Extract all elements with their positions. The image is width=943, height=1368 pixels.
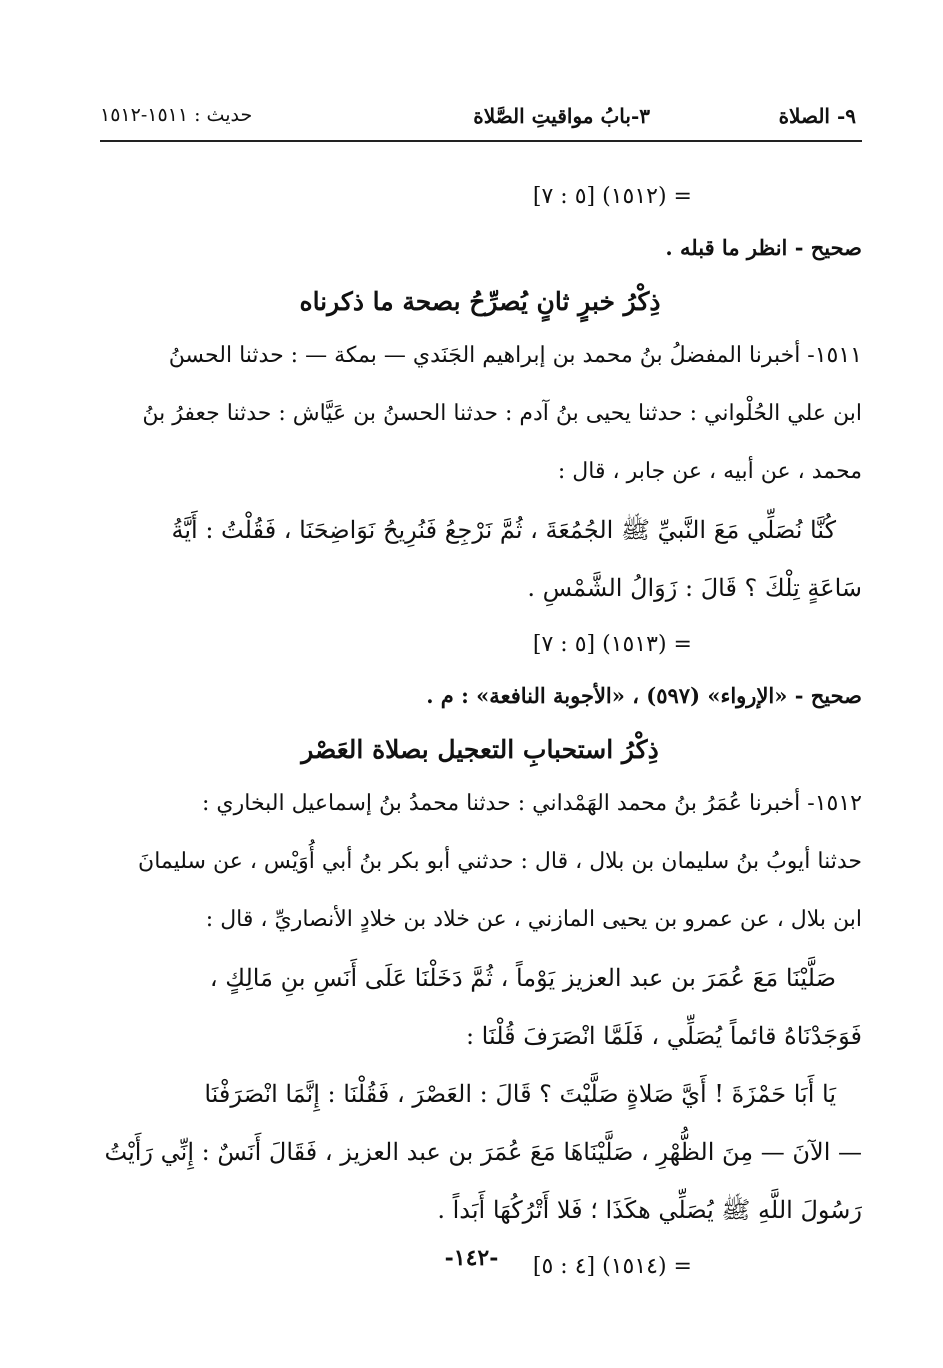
hadith-grade: صحيح - «الإرواء» (٥٩٧) ، «الأجوبة النافعة» : م . [426, 683, 862, 708]
matn-line: صَلَّيْنَا مَعَ عُمَرَ بن عبد العزيز يَوْماً ، ثُمَّ دَخَلْنَا عَلَى أَنَسِ بنِ مَالِكٍ ، [209, 964, 836, 992]
header-rule [100, 140, 862, 142]
matn-line: — الآنَ — مِنَ الظُّهْرِ ، صَلَّيْنَاهَا مَعَ عُمَرَ بن عبد العزيز ، فَقَالَ أَنَسٌ : إِنِّي رَأَيْتُ [104, 1138, 862, 1166]
cross-reference: = (١٥١٣) [٥ : ٧] [532, 632, 692, 657]
isnad-line: ١٥١١- أخبرنا المفضلُ بنُ محمد بن إبراهيم الجَنَدي — بمكة — : حدثنا الحسنُ [168, 343, 862, 368]
matn-line: كُنَّا نُصَلِّي مَعَ النَّبيِّ ﷺ الجُمُعَةَ ، ثُمَّ نَرْجِعُ فَنُرِيحُ نَوَاضِحَنَا ، فَقُلْتُ : أَيَّةُ [171, 516, 836, 544]
matn-line: رَسُولَ اللَّهِ ﷺ يُصَلِّي هكَذَا ؛ فَلا أَتْرُكُهَا أَبَداً . [437, 1196, 862, 1224]
isnad-line: محمد ، عن أبيه ، عن جابر ، قال : [557, 459, 862, 484]
header-chapter: ٩- الصلاة [778, 104, 856, 128]
section-heading: ذِكْرُ استحبابِ التعجيل بصلاة العَصْر [301, 735, 659, 764]
cross-reference: = (١٥١٤) [٤ : ٥] [532, 1254, 692, 1279]
isnad-line: ابن بلال ، عن عمرو بن يحيى المازني ، عن خلاد بن خلادٍ الأنصاريِّ ، قال : [205, 907, 862, 932]
isnad-line: ١٥١٢- أخبرنا عُمَرُ بنُ محمد الهَمْداني : حدثنا محمدُ بنُ إسماعيل البخاري : [202, 791, 862, 816]
header-hadith-range: حديث : ١٥١١-١٥١٢ [100, 104, 253, 126]
isnad-line: حدثنا أيوبُ بنُ سليمان بن بلال ، قال : حدثني أبو بكر بنُ أبي أُوَيْس ، عن سليمانَ [138, 849, 862, 874]
matn-line: يَا أَبَا حَمْزَةَ ! أَيَّ صَلاةٍ صَلَّيْتَ ؟ قَالَ : العَصْرَ ، فَقُلْنَا : إِنَّمَا انْصَرَفْنَا [204, 1080, 836, 1108]
matn-line: سَاعَةٍ تِلْكَ ؟ قَالَ : زَوَالُ الشَّمْسِ . [527, 574, 862, 602]
matn-line: فَوَجَدْنَاهُ قائماً يُصَلِّي ، فَلَمَّا انْصَرَفَ قُلْنَا : [465, 1022, 862, 1050]
cross-reference: = (١٥١٢) [٥ : ٧] [532, 184, 692, 209]
header-bab: ٣-بابُ مواقيتِ الصَّلاة [473, 104, 650, 128]
section-heading: ذِكْرُ خبرٍ ثانٍ يُصرِّحُ بصحة ما ذكرناه [299, 287, 661, 316]
isnad-line: ابن علي الحُلْواني : حدثنا يحيى بنُ آدم : حدثنا الحسنُ بن عَيَّاش : حدثنا جعفرُ بنُ [142, 401, 862, 426]
running-header [100, 100, 862, 134]
hadith-grade: صحيح - انظر ما قبله . [665, 235, 862, 260]
page-body [98, 172, 862, 1292]
page-number: -١٤٢- [444, 1245, 499, 1271]
